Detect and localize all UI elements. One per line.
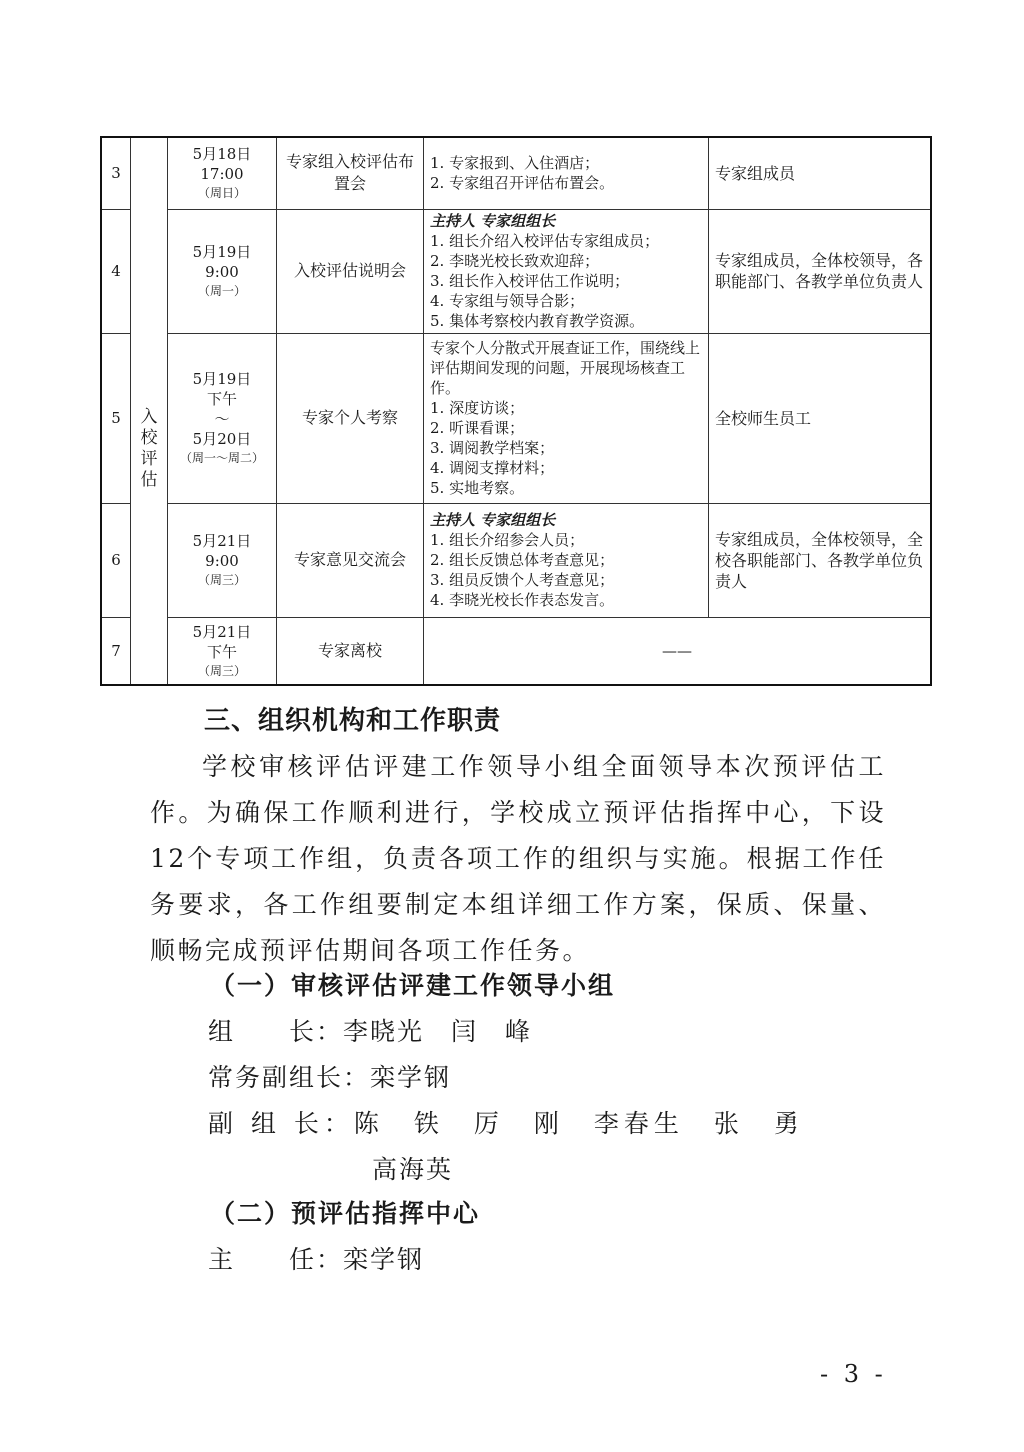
- content-item: 3. 调阅教学档案；: [430, 439, 555, 457]
- content-item: 4. 调阅支撑材料；: [430, 459, 555, 477]
- time-cell: [168, 617, 277, 685]
- activity-content: [424, 503, 709, 617]
- content-item: 2. 专家组召开评估布置会。: [430, 174, 615, 193]
- schedule-row: [101, 503, 931, 617]
- weekday: （周三）: [197, 663, 246, 678]
- time-cell: [168, 209, 277, 333]
- schedule-row: [101, 137, 931, 209]
- content-item: 1. 组长介绍入校评估专家组成员；: [430, 232, 660, 250]
- time-cell: [168, 503, 277, 617]
- time-line: 5月19日: [192, 370, 252, 388]
- activity-name: 专家个人考察: [277, 333, 424, 503]
- time-line: 5月18日: [192, 145, 252, 164]
- activity-name: 专家离校: [277, 617, 424, 685]
- activity-name: 专家意见交流会: [277, 503, 424, 617]
- content-item: 4. 李晓光校长作表态发言。: [430, 591, 615, 609]
- content-item: 2. 组长反馈总体考查意见；: [430, 551, 615, 569]
- host-label: 主持人 专家组组长: [430, 511, 556, 529]
- schedule-table: [100, 136, 932, 686]
- time-line: 17:00: [200, 165, 244, 184]
- weekday: （周一～周二）: [179, 451, 264, 465]
- time-cell: [168, 137, 277, 209]
- content-item: 专家个人分散式开展查证工作，围绕线上评估期间发现的问题，开展现场核查工作。: [430, 339, 701, 397]
- time-line: 9:00: [205, 552, 239, 570]
- group1-leader: 组 长：李晓光 闫 峰: [208, 1017, 533, 1046]
- group1-exec-vice: 常务副组长：栾学钢: [208, 1063, 452, 1092]
- content-item: 4. 专家组与领导合影；: [430, 292, 585, 310]
- schedule-row: [101, 333, 931, 503]
- time-line: 下午: [206, 390, 237, 408]
- schedule-row: [101, 209, 931, 333]
- weekday: （周日）: [197, 186, 246, 201]
- group2-director: 主 任：栾学钢: [208, 1245, 425, 1274]
- content-item: 3. 组员反馈个人考查意见；: [430, 571, 615, 589]
- activity-name: 专家组入校评估布置会: [277, 137, 424, 209]
- participants: 专家组成员，全体校领导，各职能部门、各教学单位负责人: [709, 209, 932, 333]
- weekday: （周一）: [197, 284, 246, 298]
- participants: 全校师生员工: [709, 333, 932, 503]
- intro-paragraph: 学校审核评估评建工作领导小组全面领导本次预评估工作。为确保工作顺利进行，学校成立预评估指挥中心，下设12个专项工作组，负责各项工作的组织与实施。根据工作任务要求，各工作组要制定本组详细工作方案，保质、保量、顺畅完成预评估期间各项工作任务。: [150, 752, 886, 965]
- time-line: 5月20日: [192, 430, 252, 448]
- content-item: 2. 李晓光校长致欢迎辞；: [430, 252, 600, 270]
- empty-dash: ——: [424, 617, 932, 685]
- group1-title: （一）审核评估评建工作领导小组: [210, 971, 616, 1000]
- host-label: 主持人 专家组组长: [430, 212, 556, 230]
- row-number: 5: [101, 333, 131, 503]
- content-item: 5. 实地考察。: [430, 479, 525, 497]
- time-line: 5月19日: [192, 243, 252, 261]
- phase-cell: [131, 137, 168, 685]
- content-item: 2. 听课看课；: [430, 419, 525, 437]
- content-item: 1. 深度访谈；: [430, 399, 525, 417]
- activity-name: 入校评估说明会: [277, 209, 424, 333]
- participants: 专家组成员: [709, 137, 932, 209]
- row-number: 7: [101, 617, 131, 685]
- row-number: 6: [101, 503, 131, 617]
- activity-content: [424, 209, 709, 333]
- time-line: 9:00: [205, 263, 239, 281]
- weekday: （周三）: [197, 573, 246, 587]
- group1-vice-cont: 高海英: [372, 1155, 454, 1184]
- row-number: 3: [101, 137, 131, 209]
- page-number: - 3 -: [820, 1360, 887, 1388]
- group2-title: （二）预评估指挥中心: [210, 1199, 481, 1228]
- section-heading: 三、组织机构和工作职责: [204, 706, 502, 736]
- phase-label: 入校评估: [140, 407, 158, 490]
- time-cell: [168, 333, 277, 503]
- group1-vice: 副 组 长：陈 铁 厉 刚 李春生 张 勇: [208, 1109, 804, 1138]
- time-line: 5月21日: [192, 532, 252, 550]
- participants: 专家组成员，全体校领导，全校各职能部门、各教学单位负责人: [709, 503, 932, 617]
- schedule-row: [101, 617, 931, 685]
- time-line: ～: [214, 410, 230, 428]
- content-item: 1. 专家报到、入住酒店；: [430, 154, 600, 173]
- content-item: 3. 组长作入校评估工作说明；: [430, 272, 630, 290]
- content-item: 1. 组长介绍参会人员；: [430, 531, 585, 549]
- activity-content: [424, 333, 709, 503]
- activity-content: [424, 137, 709, 209]
- row-number: 4: [101, 209, 131, 333]
- time-line: 下午: [206, 642, 237, 661]
- time-line: 5月21日: [192, 622, 252, 641]
- content-item: 5. 集体考察校内教育教学资源。: [430, 312, 645, 330]
